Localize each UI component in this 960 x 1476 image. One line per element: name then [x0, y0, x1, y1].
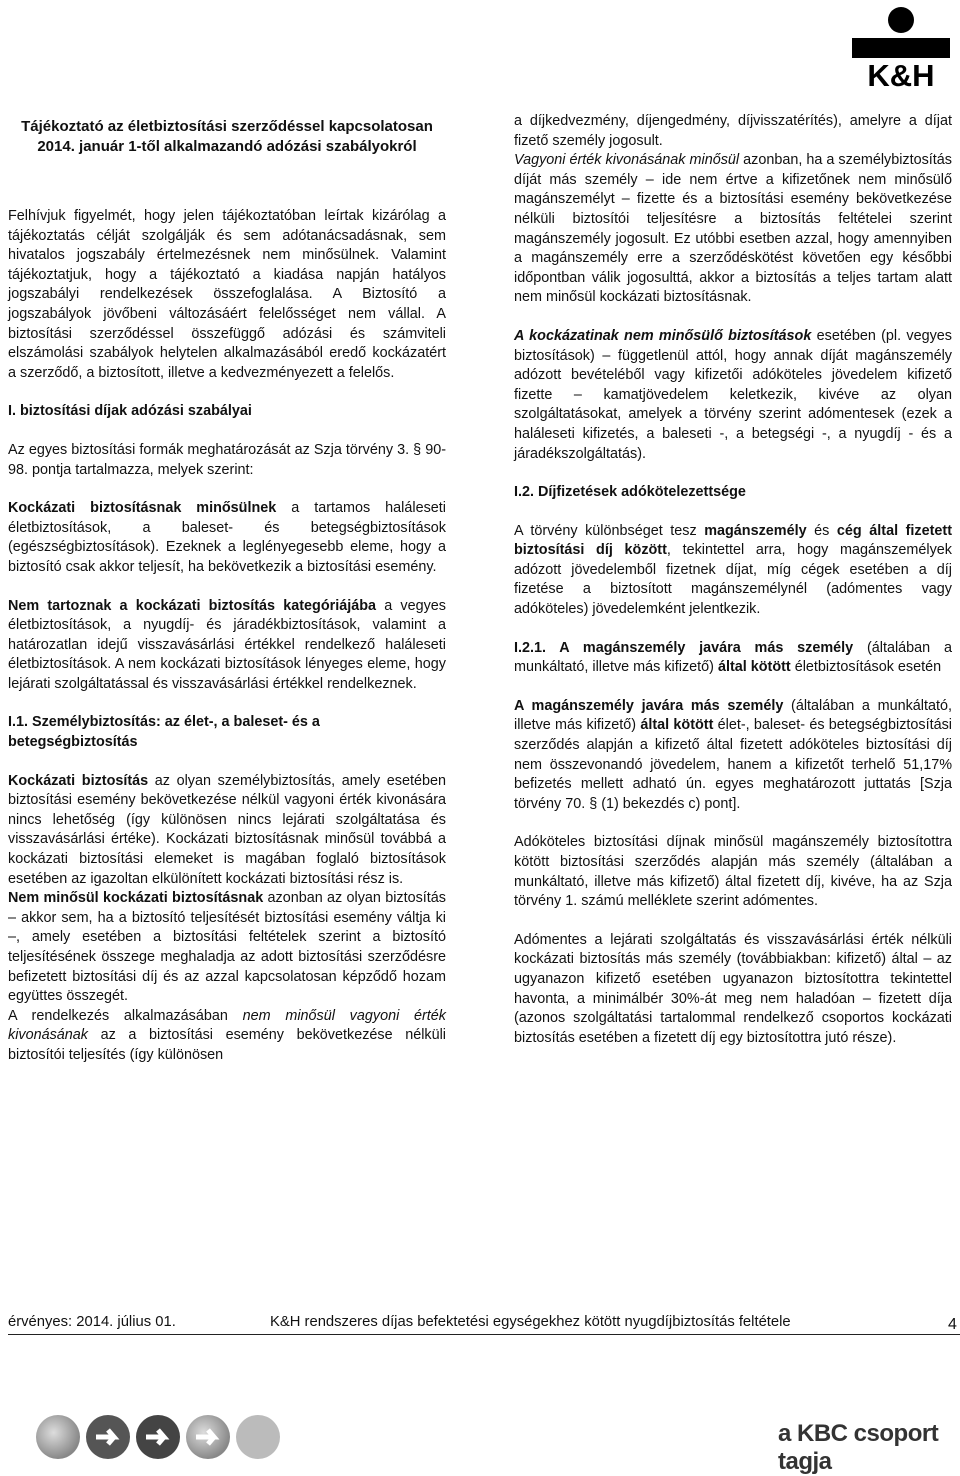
- provision-paragraph: A rendelkezés alkalmazásában nem minősül vagyoni érték kivonásának az a biztosítási esemény bekövetkezése nélküli biztosítói teljesítés (így különösen: [8, 1007, 446, 1063]
- kbc-tagline: a KBC csoport tagja: [778, 1420, 939, 1475]
- risk-definition-paragraph: Kockázati biztosítás az olyan személybiztosítás, amely esetében biztosítási esemény bekövetkezése nélkül vagyoni érték kivonására nincs lehetőség (így különösen nincs lejárati szolgáltatása és visszavásárlási értéke). Kockázati biztosításnak minősül továbbá a kockázati biztosítási elemeket is magában foglaló biztosítások esetében az igazoltan elkülönített kockázati biztosítási rész is.: [8, 772, 446, 887]
- section-1-2-1-title: I.2.1. A magánszemély javára más személy (általában a munkáltató, illetve más kifizető) által kötött életbiztosítások esetén: [514, 639, 952, 676]
- non-risk-insurance-paragraph: A kockázatinak nem minősülő biztosítások esetében (pl. vegyes biztosítások) – függetlenül attól, hogy annak díját magánszemély adózott bevételéből vagy kifizetői adóköteles jövedelem kifizető fizette – kamatjövedelem keletkezik, kivéve az olyan szolgáltatásokat, amelyek a törvény szerint adómentesek (ezek a haláleseti kifizetés, a baleseti -, a betegségi -, a nyugdíj - és a járadékszolgáltatás).: [514, 327, 953, 462]
- section-1-intro: Az egyes biztosítási formák meghatározását az Szja törvény 3. § 90-98. pontja tartalmazza, melyek szerint:: [8, 441, 446, 478]
- not-risk-paragraph: Nem minősül kockázati biztosításnak azonban az olyan biztosítás – akkor sem, ha a biztosító teljesítését biztosítási esemény váltja ki –, amely esetében a biztosítási feltételek szerint a biztosító teljesítésének összege meghaladja az adott biztosítási szerződésre befizetett biztosítási díj és az azzal kapcsolatosan képződő hozam együttes összegét.: [8, 890, 446, 1005]
- kh-logo: [846, 2, 956, 90]
- section-1-1-title: I.1. Személybiztosítás: az élet-, a baleset- és a betegségbiztosítás: [8, 714, 320, 751]
- logo-text: K&H: [867, 58, 935, 90]
- section-1-2-title: I.2. Díjfizetések adókötelezettsége: [514, 484, 746, 501]
- footer-rule: [8, 1334, 960, 1335]
- page-footer: [8, 1310, 958, 1336]
- taxable-premium-paragraph: Adóköteles biztosítási díjnak minősül magánszemély biztosítottra kötött biztosítási szerződés alapján más személy (általában a munkáltató, illetve más kifizető) által fizetett díj, kivéve, ha az Szja törvény 1. számú melléklete szerint adómentes.: [514, 834, 952, 910]
- discount-paragraph: a díjkedvezmény, díjengedmény, díjvisszatérítés), amelyre a díjat fizető személy jogosult.: [514, 113, 952, 149]
- kh-logo-icon: [846, 2, 956, 90]
- footer-title: K&H rendszeres díjas befektetési egységekhez kötött nyugdíjbiztosítás feltétele: [270, 1314, 791, 1330]
- intro-paragraph: Felhívjuk figyelmét, hogy jelen tájékoztatóban leírtak kizárólag a tájékoztatás célját szolgálják és sem adótanácsadásnak, sem hivatalos jogszabály értelmezésnek nem minősülnek. Valamint tájékoztatjuk, hogy a tájékoztató a kiadása napján hatályos jogszabályi rendelkezések összefoglalása. A Biztosító a jogszabályok jövőbeni változásáért felelősséget nem vállal. A biztosítási szerződéssel összefüggő adózási és számviteli elszámolási szabályok helytelen alkalmazásából eredő kockázatért a szerződő, a biztosított, illetve a kedvezményezett a felelős.: [8, 208, 446, 381]
- risk-insurance-paragraph: Kockázati biztosításnak minősülnek a tartamos haláleseti életbiztosítások, a baleset- és betegségbiztosítások (egészségbiztosítások). Ezeknek a leglényegesebb eleme, hogy a biztosító csak akkor teljesít, ha bekövetkezik a biztosítási esemény.: [8, 500, 446, 575]
- tax-exempt-paragraph: Adómentes a lejárati szolgáltatás és visszavásárlási érték nélküli kockázati biztosítás más személy (továbbiakban: kifizető) által – az ugyanazon kifizető esetében ugyanazon biztosítottra tekintettel havonta, a minimálbér 30%-át meg nem haladóan – fizetett díja (azonos szolgáltatási tartalommal rendelkező csoportos kockázati biztosítás esetében a fizetett díj egy biztosítottra jutó része).: [514, 931, 952, 1046]
- non-risk-paragraph: Nem tartoznak a kockázati biztosítás kategóriájába a vegyes életbiztosítások, a nyugdíj- és járadékbiztosítások, valamint a határozatlan idejű visszavásárlási értékkel rendelkező haláleseti életbiztosítások. A nem kockázati biztosítások lényeges eleme, hogy lejárati szolgáltatással és visszavásárlási értékkel rendelkeznek.: [8, 597, 446, 692]
- right-column: [514, 112, 952, 1067]
- section-1-title: I. biztosítási díjak adózási szabályai: [8, 403, 252, 420]
- arrow-circles-icon: [30, 1405, 300, 1465]
- premium-distinction-paragraph: A törvény különbséget tesz magánszemély és cég által fizetett biztosítási díj között, tekintettel arra, hogy magánszemélyek adózott jövedelemből fizetnek díjat, míg cégek esetében a díj fizetése a biztosított magánszemélynél (adómentes vagy adóköteles) jövedelemként jelentkezik.: [514, 522, 952, 618]
- page-number: 4: [948, 1316, 957, 1333]
- valid-date: érvényes: 2014. július 01.: [8, 1314, 176, 1330]
- employer-insurance-paragraph: A magánszemély javára más személy (általában a munkáltató, illetve más kifizető) által kötött élet-, baleset- és betegségbiztosítási szerződés alapján a kifizető által fizetett adóköteles biztosítási díj nem összevonandó jövedelem, hanem a kifizetőt terhelő 51,17% befizetés mellett adható ún. egyes meghatározott juttatás [Szja törvény 70. § (1) bekezdés c) pont].: [514, 697, 952, 812]
- left-column: [8, 112, 446, 1066]
- value-withdrawal-paragraph: Vagyoni érték kivonásának minősül azonban, ha a személybiztosítás díját más személy – ide nem értve a kifizetőnek nem minősülő magánszemélyt – fizette és a biztosítási esemény bekövetkezése nélküli biztosítói teljesítésre a biztosítás feltételei szerint magánszemély jogosult. Ez utóbbi esetben azzal, hogy amennyiben a magánszemély erre a szerződéskötést követően egy későbbi időpontban válik jogosulttá, akkor a biztosítás a teljes tartam alatt nem minősül kockázati biztosításnak.: [514, 152, 952, 306]
- document-title: Tájékoztató az életbiztosítási szerződéssel kapcsolatosan 2014. január 1-től alkalmazandó adózási szabályokról: [21, 118, 433, 155]
